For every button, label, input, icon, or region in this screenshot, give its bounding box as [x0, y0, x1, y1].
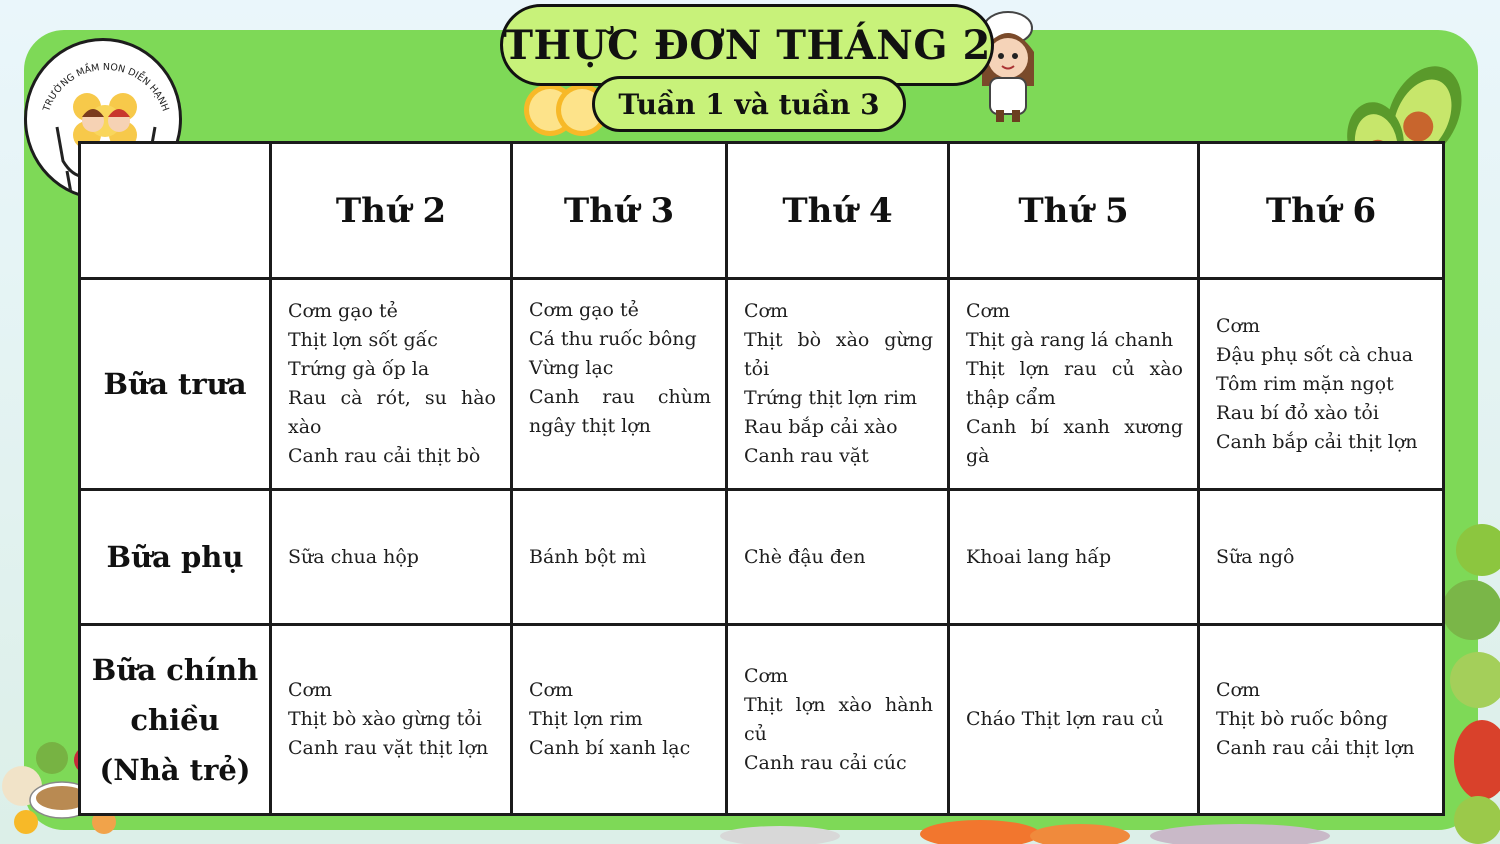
menu-cell	[1199, 490, 1444, 625]
dish-item: Tôm rim mặn ngọt	[1216, 372, 1394, 395]
menu-cell	[271, 625, 512, 815]
menu-cell	[512, 490, 727, 625]
dish-item: Canh rau chùm ngây thịt lợn	[529, 386, 711, 437]
dish-item: Chè đậu đen	[744, 545, 866, 568]
dish-item: Cơm	[288, 679, 332, 701]
vegetables-illustration	[1442, 520, 1500, 844]
menu-cell	[271, 279, 512, 490]
dish-item: Cơm	[1216, 314, 1260, 337]
dish-item: Canh bí xanh xương gà	[966, 416, 1183, 467]
dish-item: Thịt bò ruốc bông	[1216, 708, 1388, 730]
menu-cell	[949, 490, 1199, 625]
dish-item: Canh rau cải thịt bò	[288, 445, 481, 467]
menu-cell	[949, 625, 1199, 815]
day-header: Thứ 2	[271, 143, 512, 279]
meal-label: Bữa phụ	[80, 490, 271, 625]
dish-item: Cơm	[744, 300, 788, 322]
dish-item: Thịt bò xào gừng tỏi	[744, 329, 933, 380]
dish-item: Cá thu ruốc bông	[529, 328, 697, 350]
title-banner	[500, 4, 994, 86]
carrots-illustration	[720, 812, 1440, 844]
dish-item: Đậu phụ sốt cà chua	[1216, 343, 1414, 366]
dish-item: Sữa chua hộp	[288, 545, 419, 568]
dish-item: Thịt lợn rim	[529, 708, 643, 730]
dish-item: Trứng gà ốp la	[288, 358, 430, 380]
day-header: Thứ 4	[727, 143, 949, 279]
dish-item: Rau bắp cải xào	[744, 416, 898, 438]
dish-item: Thịt lợn sốt gấc	[288, 329, 438, 351]
day-header: Thứ 6	[1199, 143, 1444, 279]
dish-item: Cháo Thịt lợn rau củ	[966, 708, 1164, 730]
table-header-row	[80, 143, 1444, 279]
dish-item: Bánh bột mì	[529, 545, 647, 568]
menu-cell	[271, 490, 512, 625]
dish-item: Vừng lạc	[529, 357, 614, 379]
meal-label: Bữa trưa	[80, 279, 271, 490]
dish-item: Cơm gạo tẻ	[288, 300, 398, 322]
menu-cell	[727, 625, 949, 815]
dish-item: Canh rau cải cúc	[744, 751, 907, 774]
menu-cell	[949, 279, 1199, 490]
dish-item: Canh bắp cải thịt lợn	[1216, 430, 1418, 453]
dish-item: Cơm	[1216, 679, 1260, 701]
corner-cell	[80, 143, 271, 279]
menu-cell	[512, 279, 727, 490]
dish-item: Canh bí xanh lạc	[529, 737, 691, 759]
day-header: Thứ 5	[949, 143, 1199, 279]
dish-item: Sữa ngô	[1216, 545, 1295, 568]
subtitle-banner	[592, 76, 906, 132]
dish-item: Cơm	[966, 300, 1010, 322]
menu-cell	[1199, 625, 1444, 815]
dish-item: Rau bí đỏ xào tỏi	[1216, 401, 1379, 424]
page-subtitle: Tuần 1 và tuần 3	[618, 87, 880, 121]
dish-item: Rau cà rót, su hào xào	[288, 387, 496, 438]
dish-item: Canh rau cải thịt lợn	[1216, 737, 1415, 759]
dish-item: Thịt lợn rau củ xào thập cẩm	[966, 358, 1183, 409]
menu-cell	[512, 625, 727, 815]
menu-cell	[727, 490, 949, 625]
table-row	[80, 625, 1444, 815]
dish-item: Canh rau vặt	[744, 445, 869, 467]
table-row	[80, 490, 1444, 625]
dish-item: Canh rau vặt thịt lợn	[288, 737, 489, 759]
menu-cell	[727, 279, 949, 490]
logo-text: TRƯỜNG MẦM NON DIỄN HẠNH	[41, 61, 171, 113]
table-row	[80, 279, 1444, 490]
dish-item: Cơm	[744, 664, 788, 687]
dish-item: Thịt gà rang lá chanh	[966, 329, 1174, 351]
dish-item: Cơm gạo tẻ	[529, 299, 639, 321]
day-header: Thứ 3	[512, 143, 727, 279]
dish-item: Cơm	[529, 679, 573, 701]
dish-item: Khoai lang hấp	[966, 545, 1112, 568]
menu-cell	[1199, 279, 1444, 490]
dish-item: Thịt lợn xào hành củ	[744, 693, 933, 745]
meal-label: Bữa chính chiều (Nhà trẻ)	[80, 625, 271, 815]
menu-table	[78, 141, 1445, 816]
dish-item: Trứng thịt lợn rim	[744, 387, 918, 409]
page-title: THỰC ĐƠN THÁNG 2	[503, 21, 991, 69]
dish-item: Thịt bò xào gừng tỏi	[288, 708, 482, 730]
